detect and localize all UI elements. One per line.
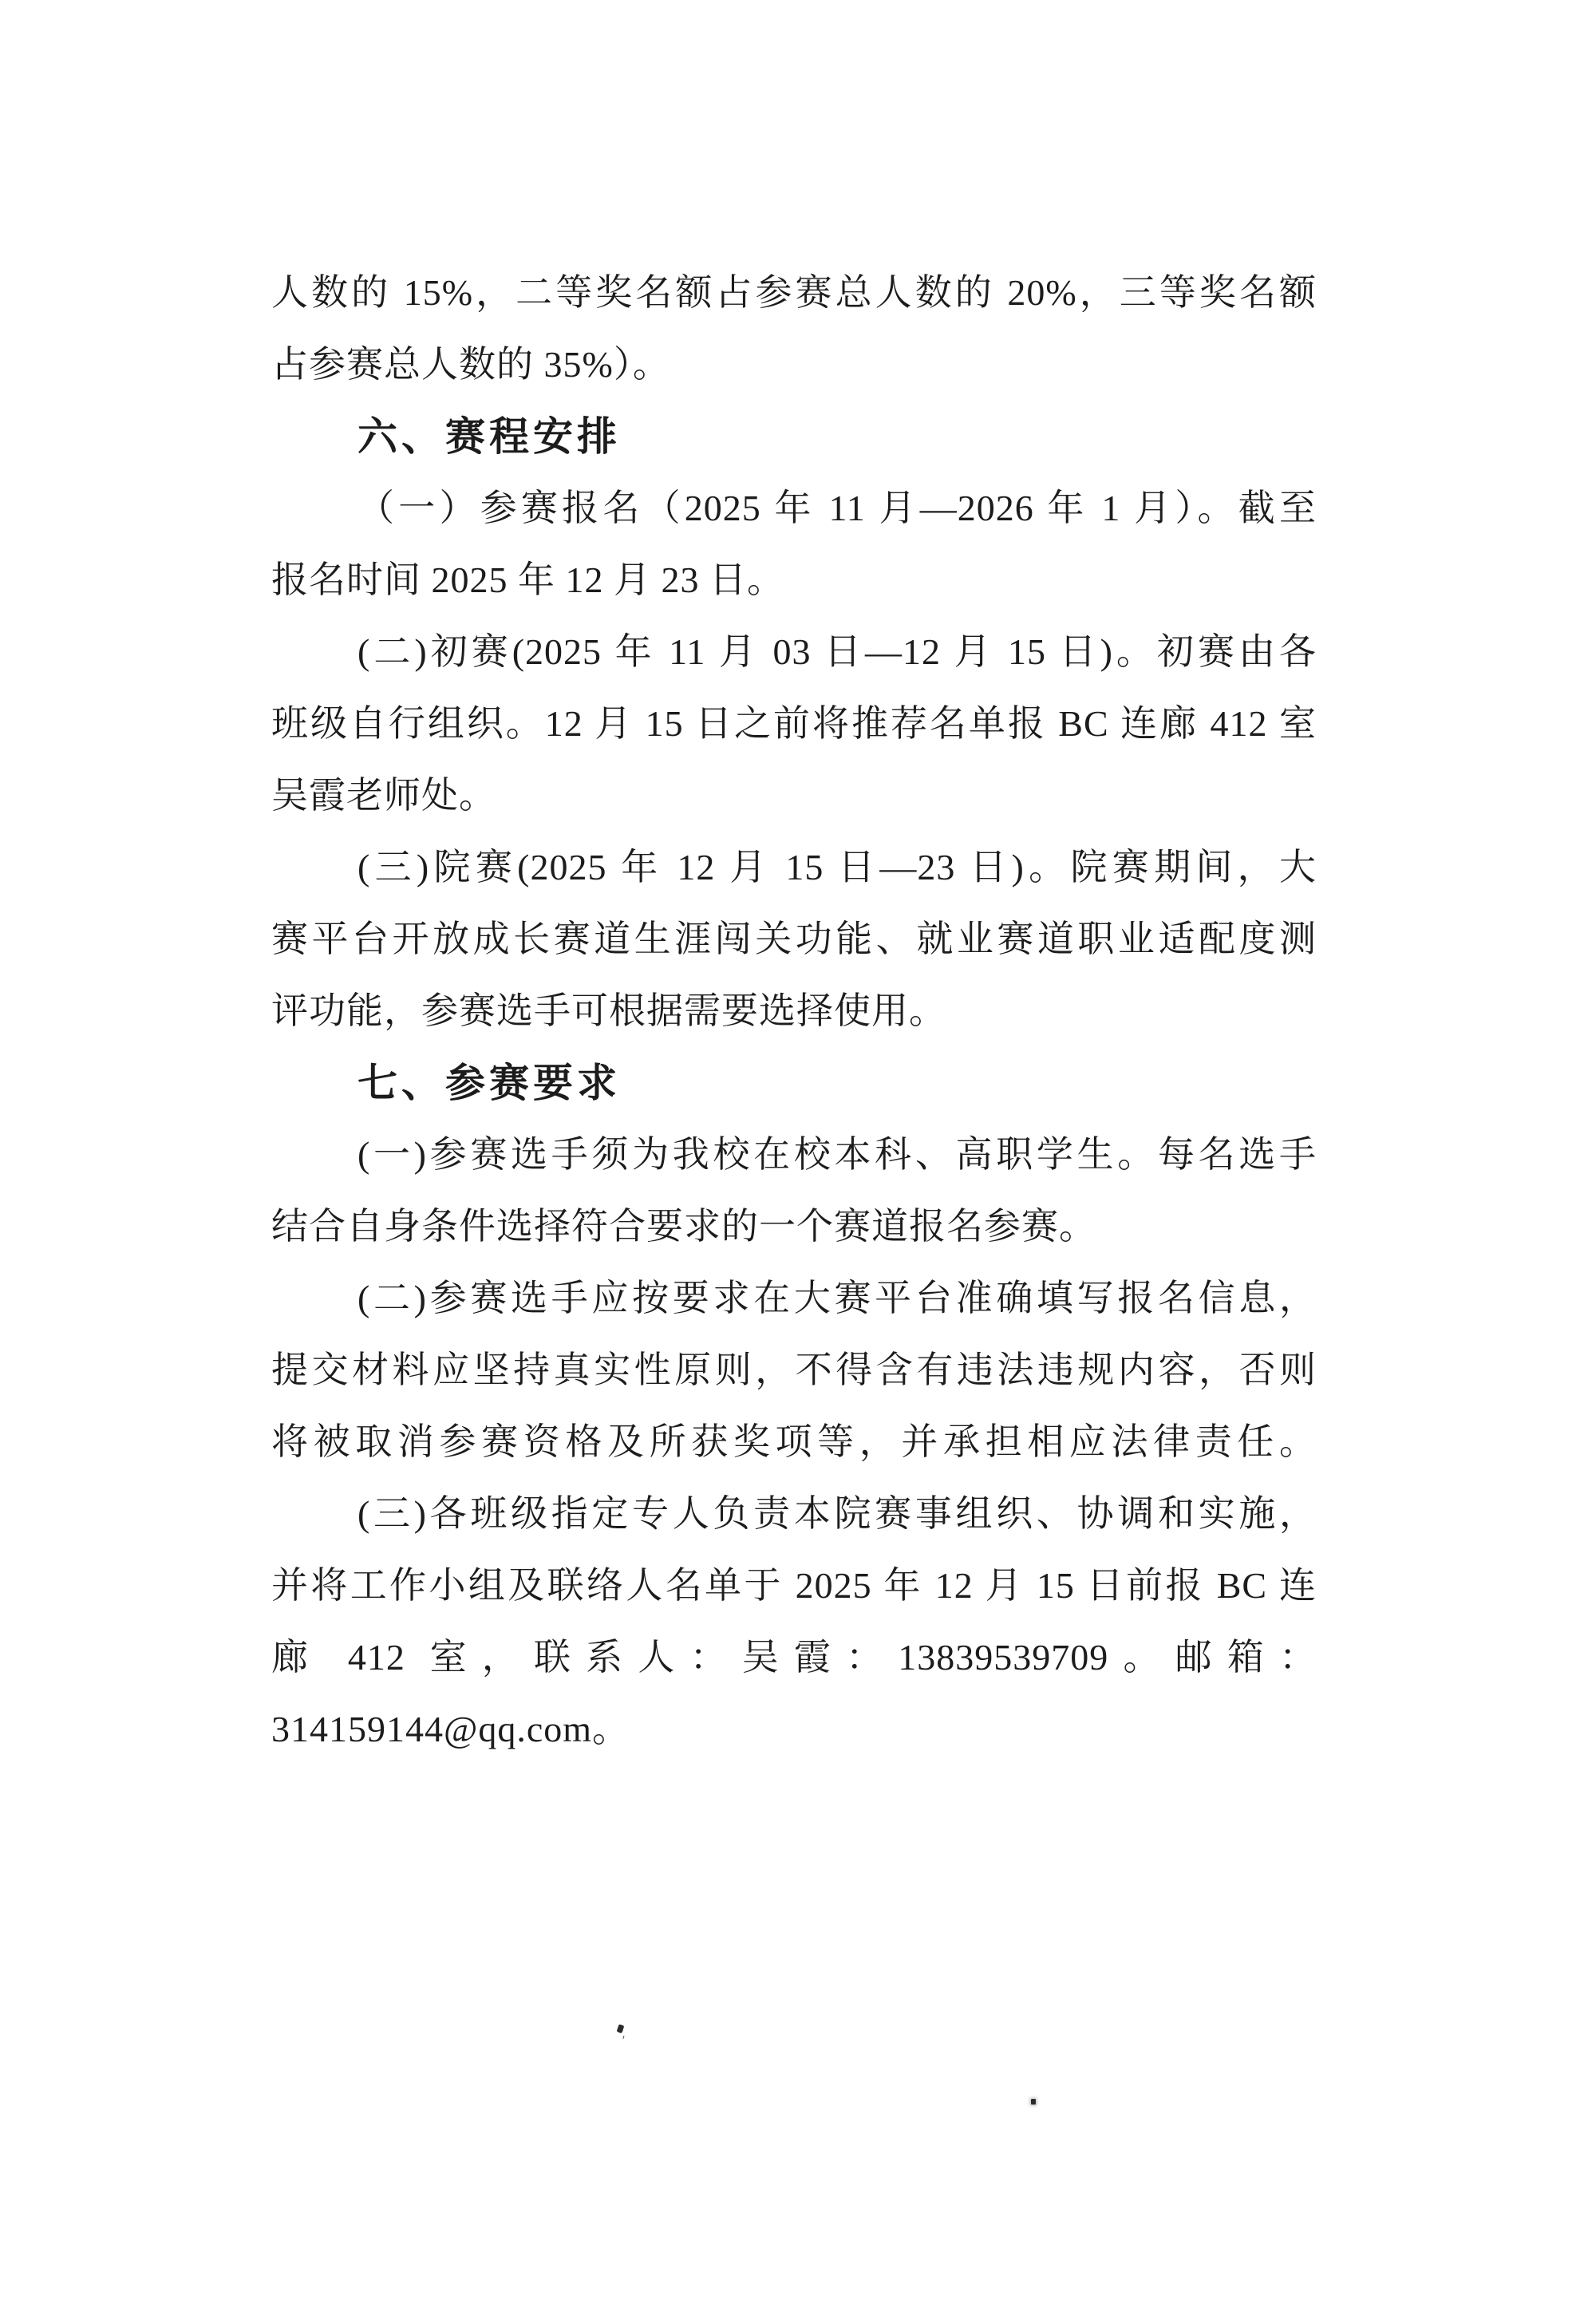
contact-info-line: 廊 412 室，联系人：吴霞：13839539709。邮箱： <box>271 1637 1317 1678</box>
text-line: (二)初赛(2025 年 11 月 03 日—12 月 15 日)。初赛由各 <box>357 631 1317 672</box>
text-line: 评功能，参赛选手可根据需要选择使用。 <box>271 990 946 1031</box>
text-line: 占参赛总人数的 35%）。 <box>271 344 670 385</box>
text-line: 班级自行组织。12 月 15 日之前将推荐名单报 BC 连廊 412 室 <box>271 703 1317 744</box>
text-line: 人数的 15%，二等奖名额占参赛总人数的 20%，三等奖名额 <box>271 272 1317 313</box>
text-line: 赛平台开放成长赛道生涯闯关功能、就业赛道职业适配度测 <box>271 919 1317 959</box>
text-line: 报名时间 2025 年 12 月 23 日。 <box>271 559 784 600</box>
scan-artifact-speck <box>1031 2099 1036 2105</box>
section-heading-7: 七、参赛要求 <box>357 1061 621 1105</box>
text-line: (三)各班级指定专人负责本院赛事组织、协调和实施， <box>357 1493 1317 1534</box>
text-line: （一）参赛报名（2025 年 11 月—2026 年 1 月）。截至 <box>357 488 1317 528</box>
section-heading-6: 六、赛程安排 <box>357 414 621 459</box>
text-line: 提交材料应坚持真实性原则，不得含有违法违规内容，否则 <box>271 1350 1317 1390</box>
text-line: (二)参赛选手应按要求在大赛平台准确填写报名信息， <box>357 1278 1317 1318</box>
document-text-block <box>271 257 1317 1765</box>
text-line: 吴霞老师处。 <box>271 775 496 816</box>
text-line: 并将工作小组及联络人名单于 2025 年 12 月 15 日前报 BC 连 <box>271 1565 1317 1606</box>
text-line: (三)院赛(2025 年 12 月 15 日—23 日)。院赛期间，大 <box>357 847 1317 887</box>
text-line: 结合自身条件选择符合要求的一个赛道报名参赛。 <box>271 1206 1096 1247</box>
text-line: 将被取消参赛资格及所获奖项等，并承担相应法律责任。 <box>271 1421 1317 1462</box>
scan-artifact-speck <box>617 2024 625 2034</box>
text-line: (一)参赛选手须为我校在校本科、高职学生。每名选手 <box>357 1134 1317 1175</box>
contact-email-line: 314159144@qq.com。 <box>271 1709 630 1749</box>
